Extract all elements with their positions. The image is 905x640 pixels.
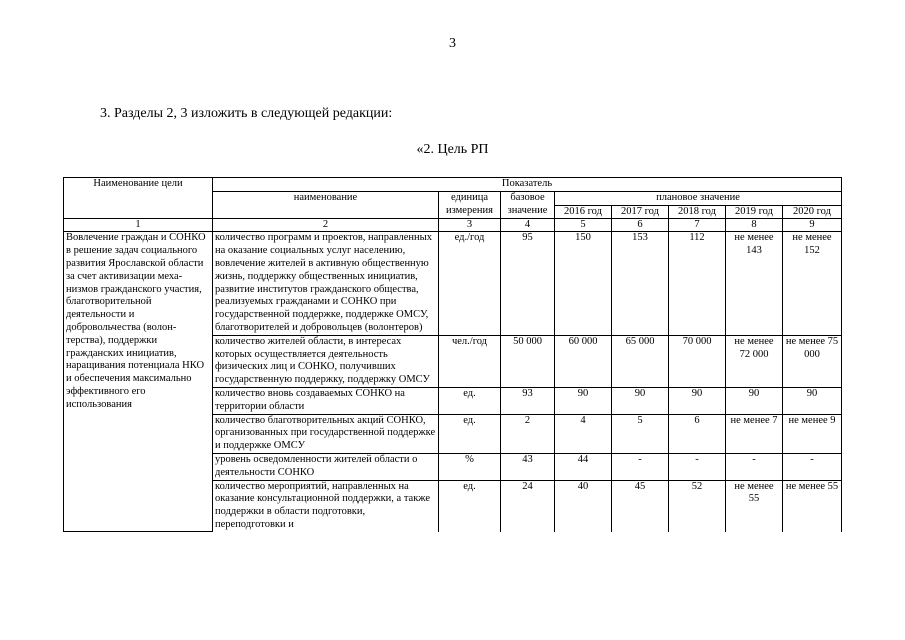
column-number: 3: [439, 219, 501, 232]
column-number: 6: [612, 219, 669, 232]
plan-value: 153: [612, 232, 669, 335]
plan-value: не менее 72 000: [726, 335, 783, 387]
plan-value: 5: [612, 414, 669, 453]
plan-value: 90: [783, 387, 842, 414]
indicator-unit: %: [439, 453, 501, 480]
plan-value: не менее 9: [783, 414, 842, 453]
plan-value: не менее 55: [726, 480, 783, 532]
section-title: «2. Цель РП: [416, 142, 489, 157]
plan-value: не менее 75 000: [783, 335, 842, 387]
plan-value: 90: [726, 387, 783, 414]
column-number: 4: [501, 219, 555, 232]
plan-value: 4: [555, 414, 612, 453]
indicator-unit: чел./год: [439, 335, 501, 387]
plan-value: 44: [555, 453, 612, 480]
indicator-name: количество мероприятий, направленных на оказание консультационной поддержки, а также поддержки в области подготовки, переподготовки и: [213, 480, 439, 532]
header-goal-name: Наименование цели: [64, 178, 213, 219]
base-value: 50 000: [501, 335, 555, 387]
plan-value: 45: [612, 480, 669, 532]
plan-value: 40: [555, 480, 612, 532]
plan-value: -: [669, 453, 726, 480]
base-value: 93: [501, 387, 555, 414]
plan-value: -: [783, 453, 842, 480]
plan-value: 60 000: [555, 335, 612, 387]
header-year: 2017 год: [612, 205, 669, 219]
column-number: 1: [64, 219, 213, 232]
plan-value: 65 000: [612, 335, 669, 387]
plan-value: -: [726, 453, 783, 480]
header-year: 2019 год: [726, 205, 783, 219]
plan-value: не менее 7: [726, 414, 783, 453]
plan-value: 90: [669, 387, 726, 414]
plan-value: 90: [612, 387, 669, 414]
base-value: 43: [501, 453, 555, 480]
plan-value: 150: [555, 232, 612, 335]
indicator-unit: ед.: [439, 387, 501, 414]
header-year: 2016 год: [555, 205, 612, 219]
base-value: 24: [501, 480, 555, 532]
column-number: 8: [726, 219, 783, 232]
plan-value: не менее 152: [783, 232, 842, 335]
plan-value: 70 000: [669, 335, 726, 387]
column-number: 5: [555, 219, 612, 232]
header-year: 2020 год: [783, 205, 842, 219]
header-indicator: Показатель: [213, 178, 842, 192]
table-row: [64, 232, 842, 335]
indicator-name: количество программ и проектов, направленных на оказание социальных услуг населению, вовлечение жителей в активную общественную жизнь, поддержку общественных инициатив, развитие институтов гражданского общества, реализуемых гражданами и СОНКО при государственной поддержке, поддержке ОМСУ, благотворителей и добровольцев (волонтеров): [213, 232, 439, 335]
column-number: 7: [669, 219, 726, 232]
column-number: 9: [783, 219, 842, 232]
header-name: наименование: [213, 191, 439, 219]
goal-text: Вовлечение граждан и СОНКО в решение задач социального развития Ярославской области за счет активизации меха-низмов гражданского участия, благотворительной деятельности и добровольчества (волон-терства), поддержки гражданских инициатив, наращивания потенциала НКО и обеспечения максимально эффективного его использования: [64, 232, 213, 532]
plan-value: 90: [555, 387, 612, 414]
plan-value: не менее 55: [783, 480, 842, 532]
base-value: 2: [501, 414, 555, 453]
plan-value: не менее 143: [726, 232, 783, 335]
indicator-name: количество вновь создаваемых СОНКО на территории области: [213, 387, 439, 414]
indicator-unit: ед./год: [439, 232, 501, 335]
base-value: 95: [501, 232, 555, 335]
plan-value: -: [612, 453, 669, 480]
goals-table: [63, 177, 842, 532]
header-base: базовое значение: [501, 191, 555, 219]
header-unit: единица измерения: [439, 191, 501, 219]
column-number: 2: [213, 219, 439, 232]
indicator-name: уровень осведомленности жителей области о деятельности СОНКО: [213, 453, 439, 480]
plan-value: 52: [669, 480, 726, 532]
intro-text: 3. Разделы 2, 3 изложить в следующей редакции:: [100, 106, 393, 121]
indicator-unit: ед.: [439, 480, 501, 532]
plan-value: 112: [669, 232, 726, 335]
indicator-name: количество жителей области, в интересах которых осуществляется деятельность физических лиц и СОНКО, получивших государственную поддержку, поддержку ОМСУ: [213, 335, 439, 387]
page-number: 3: [449, 36, 456, 51]
header-planned: плановое значение: [555, 191, 842, 205]
indicator-unit: ед.: [439, 414, 501, 453]
indicator-name: количество благотворительных акций СОНКО, организованных при государственной поддержке и поддержке ОМСУ: [213, 414, 439, 453]
plan-value: 6: [669, 414, 726, 453]
header-year: 2018 год: [669, 205, 726, 219]
